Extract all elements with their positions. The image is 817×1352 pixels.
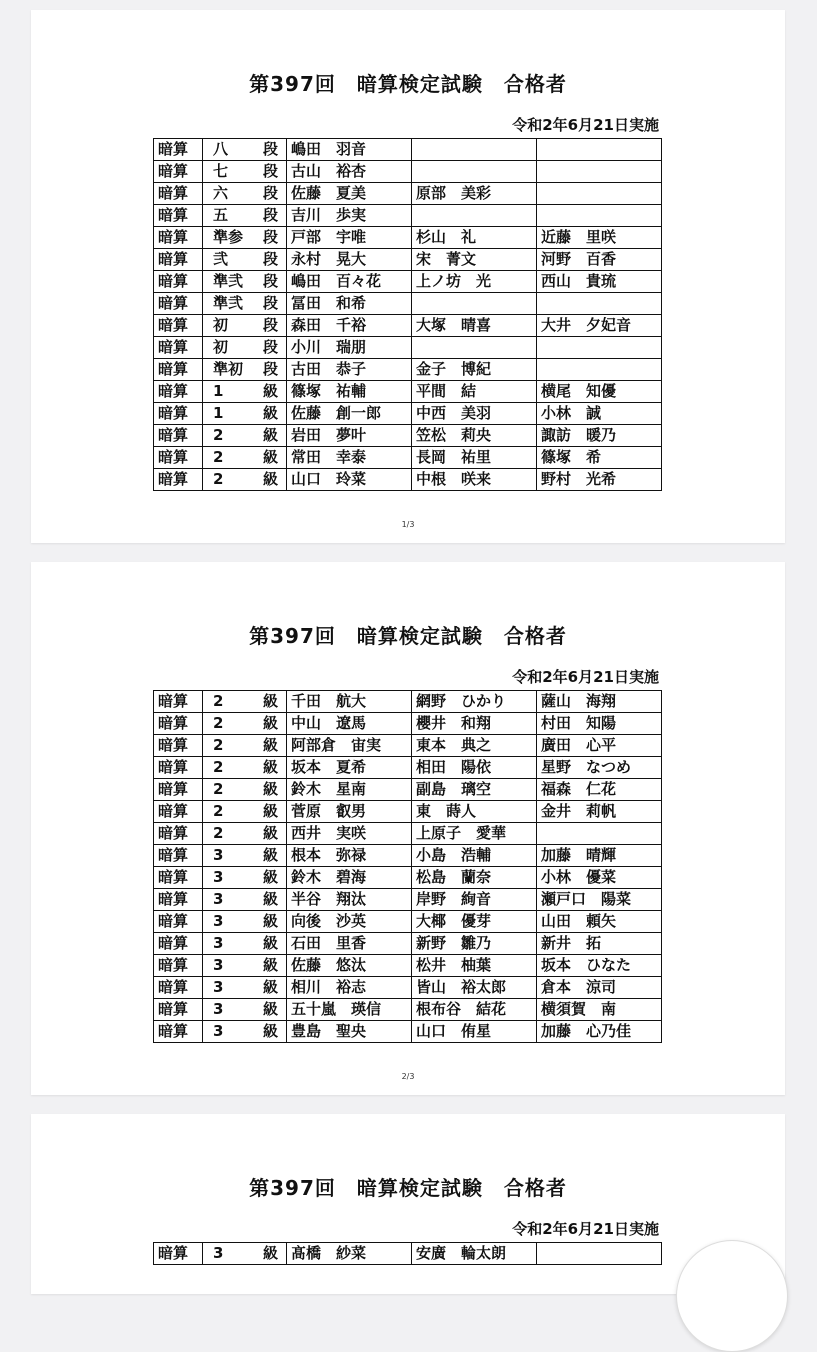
- grade-level: 2: [213, 780, 224, 798]
- grade-level: 2: [213, 802, 224, 820]
- table-row: [154, 713, 662, 735]
- subject-cell: 暗算: [154, 889, 203, 911]
- table-row: [154, 425, 662, 447]
- grade-level: 五: [213, 206, 229, 224]
- name-cell: 鈴木 碧海: [287, 867, 412, 889]
- name-cell: 新野 雛乃: [412, 933, 537, 955]
- document-page-3: [31, 1114, 785, 1294]
- table-row: [154, 447, 662, 469]
- table-row: [154, 139, 662, 161]
- subject-cell: 暗算: [154, 249, 203, 271]
- grade-level: 1: [213, 382, 224, 400]
- grade-unit: 段: [263, 228, 279, 246]
- grade-cell: [203, 911, 287, 933]
- subject-cell: 暗算: [154, 425, 203, 447]
- grade-unit: 段: [263, 206, 279, 224]
- grade-level: 準弐: [213, 272, 244, 290]
- grade-level: 初: [213, 316, 229, 334]
- grade-unit: 級: [263, 736, 279, 754]
- name-cell: 新井 拓: [537, 933, 662, 955]
- name-cell: 野村 光希: [537, 469, 662, 491]
- name-cell: 冨田 和希: [287, 293, 412, 315]
- grade-unit: 級: [263, 426, 279, 444]
- name-cell: [537, 139, 662, 161]
- grade-cell: [203, 757, 287, 779]
- name-cell: 根本 弥禄: [287, 845, 412, 867]
- subject-cell: 暗算: [154, 977, 203, 999]
- name-cell: [412, 205, 537, 227]
- name-cell: 西井 実咲: [287, 823, 412, 845]
- name-cell: [537, 1243, 662, 1265]
- name-cell: [537, 823, 662, 845]
- grade-level: 六: [213, 184, 229, 202]
- table-row: [154, 691, 662, 713]
- table-row: [154, 227, 662, 249]
- table-row: [154, 183, 662, 205]
- name-cell: 山口 玲菜: [287, 469, 412, 491]
- grade-cell: [203, 735, 287, 757]
- table-row: [154, 757, 662, 779]
- subject-cell: 暗算: [154, 867, 203, 889]
- name-cell: 岸野 絢音: [412, 889, 537, 911]
- name-cell: 中根 咲来: [412, 469, 537, 491]
- table-row: [154, 955, 662, 977]
- grade-cell: [203, 867, 287, 889]
- grade-unit: 級: [263, 802, 279, 820]
- results-table: [153, 690, 662, 1043]
- subject-cell: 暗算: [154, 403, 203, 425]
- grade-unit: 級: [263, 1000, 279, 1018]
- subject-cell: 暗算: [154, 911, 203, 933]
- grade-cell: [203, 139, 287, 161]
- subject-cell: 暗算: [154, 757, 203, 779]
- subject-cell: 暗算: [154, 227, 203, 249]
- name-cell: 常田 幸泰: [287, 447, 412, 469]
- table-row: [154, 293, 662, 315]
- name-cell: 坂本 ひなた: [537, 955, 662, 977]
- grade-unit: 級: [263, 868, 279, 886]
- grade-cell: [203, 381, 287, 403]
- name-cell: 松井 柚葉: [412, 955, 537, 977]
- grade-unit: 段: [263, 140, 279, 158]
- name-cell: 相川 裕志: [287, 977, 412, 999]
- grade-level: 3: [213, 890, 224, 908]
- table-row: [154, 801, 662, 823]
- grade-cell: [203, 889, 287, 911]
- exam-date: 令和2年6月21日実施: [512, 668, 659, 686]
- page-number: 2/3: [401, 1072, 415, 1081]
- grade-unit: 級: [263, 780, 279, 798]
- name-cell: 山口 侑星: [412, 1021, 537, 1043]
- name-cell: 金井 莉帆: [537, 801, 662, 823]
- subject-cell: 暗算: [154, 801, 203, 823]
- grade-level: 2: [213, 714, 224, 732]
- name-cell: 根布谷 結花: [412, 999, 537, 1021]
- grade-cell: [203, 227, 287, 249]
- name-cell: [537, 205, 662, 227]
- subject-cell: 暗算: [154, 337, 203, 359]
- grade-cell: [203, 845, 287, 867]
- name-cell: 横尾 知優: [537, 381, 662, 403]
- grade-cell: [203, 425, 287, 447]
- name-cell: 小林 誠: [537, 403, 662, 425]
- name-cell: 篠塚 祐輔: [287, 381, 412, 403]
- grade-level: 八: [213, 140, 229, 158]
- table-row: [154, 469, 662, 491]
- grade-level: 2: [213, 448, 224, 466]
- page-title: 第397回 暗算検定試験 合格者: [249, 72, 567, 96]
- grade-cell: [203, 469, 287, 491]
- grade-unit: 段: [263, 272, 279, 290]
- grade-level: 1: [213, 404, 224, 422]
- grade-unit: 段: [263, 294, 279, 312]
- name-cell: 髙橋 紗菜: [287, 1243, 412, 1265]
- grade-cell: [203, 999, 287, 1021]
- grade-unit: 級: [263, 382, 279, 400]
- table-row: [154, 999, 662, 1021]
- table-row: [154, 977, 662, 999]
- table-row: [154, 1021, 662, 1043]
- name-cell: [537, 293, 662, 315]
- grade-cell: [203, 337, 287, 359]
- name-cell: 大井 夕妃音: [537, 315, 662, 337]
- table-row: [154, 823, 662, 845]
- page-number: 1/3: [401, 520, 415, 529]
- grade-level: 2: [213, 426, 224, 444]
- subject-cell: 暗算: [154, 955, 203, 977]
- name-cell: [537, 161, 662, 183]
- table-row: [154, 1243, 662, 1265]
- grade-cell: [203, 691, 287, 713]
- name-cell: 加藤 心乃佳: [537, 1021, 662, 1043]
- grade-level: 2: [213, 758, 224, 776]
- name-cell: 副島 璃空: [412, 779, 537, 801]
- name-cell: 小島 浩輔: [412, 845, 537, 867]
- document-page-2: [31, 562, 785, 1095]
- subject-cell: 暗算: [154, 469, 203, 491]
- grade-level: 3: [213, 978, 224, 996]
- table-row: [154, 403, 662, 425]
- name-cell: [412, 161, 537, 183]
- subject-cell: 暗算: [154, 293, 203, 315]
- grade-level: 2: [213, 824, 224, 842]
- name-cell: 岩田 夢叶: [287, 425, 412, 447]
- subject-cell: 暗算: [154, 823, 203, 845]
- name-cell: 笠松 莉央: [412, 425, 537, 447]
- name-cell: 宋 菁文: [412, 249, 537, 271]
- subject-cell: 暗算: [154, 359, 203, 381]
- subject-cell: 暗算: [154, 205, 203, 227]
- results-table: [153, 138, 662, 491]
- subject-cell: 暗算: [154, 315, 203, 337]
- name-cell: 石田 里香: [287, 933, 412, 955]
- subject-cell: 暗算: [154, 735, 203, 757]
- table-row: [154, 889, 662, 911]
- grade-unit: 級: [263, 470, 279, 488]
- name-cell: 西山 貴琉: [537, 271, 662, 293]
- name-cell: 佐藤 創一郎: [287, 403, 412, 425]
- name-cell: 戸部 宇唯: [287, 227, 412, 249]
- grade-level: 弐: [213, 250, 229, 268]
- grade-unit: 級: [263, 714, 279, 732]
- table-row: [154, 911, 662, 933]
- table-row: [154, 359, 662, 381]
- grade-cell: [203, 183, 287, 205]
- grade-cell: [203, 1021, 287, 1043]
- grade-cell: [203, 1243, 287, 1265]
- name-cell: 向後 沙英: [287, 911, 412, 933]
- floating-action-button[interactable]: [676, 1240, 788, 1352]
- grade-unit: 級: [263, 846, 279, 864]
- name-cell: 坂本 夏希: [287, 757, 412, 779]
- name-cell: 櫻井 和翔: [412, 713, 537, 735]
- name-cell: 杉山 礼: [412, 227, 537, 249]
- grade-cell: [203, 447, 287, 469]
- subject-cell: 暗算: [154, 1243, 203, 1265]
- name-cell: 東本 典之: [412, 735, 537, 757]
- name-cell: 相田 陽依: [412, 757, 537, 779]
- grade-level: 準参: [213, 228, 244, 246]
- grade-cell: [203, 315, 287, 337]
- grade-level: 3: [213, 912, 224, 930]
- name-cell: 金子 博紀: [412, 359, 537, 381]
- grade-level: 準弐: [213, 294, 244, 312]
- subject-cell: 暗算: [154, 183, 203, 205]
- table-row: [154, 161, 662, 183]
- subject-cell: 暗算: [154, 933, 203, 955]
- name-cell: [412, 293, 537, 315]
- table-row: [154, 205, 662, 227]
- name-cell: 古山 裕杏: [287, 161, 412, 183]
- grade-unit: 級: [263, 890, 279, 908]
- table-row: [154, 933, 662, 955]
- grade-cell: [203, 801, 287, 823]
- subject-cell: 暗算: [154, 845, 203, 867]
- name-cell: 福森 仁花: [537, 779, 662, 801]
- name-cell: 小川 瑞朋: [287, 337, 412, 359]
- name-cell: 松島 蘭奈: [412, 867, 537, 889]
- name-cell: 佐藤 夏美: [287, 183, 412, 205]
- name-cell: 五十嵐 瑛信: [287, 999, 412, 1021]
- grade-level: 3: [213, 934, 224, 952]
- name-cell: [412, 337, 537, 359]
- name-cell: 横須賀 南: [537, 999, 662, 1021]
- subject-cell: 暗算: [154, 779, 203, 801]
- grade-level: 3: [213, 1000, 224, 1018]
- grade-cell: [203, 205, 287, 227]
- grade-unit: 級: [263, 758, 279, 776]
- name-cell: 星野 なつめ: [537, 757, 662, 779]
- grade-cell: [203, 955, 287, 977]
- table-row: [154, 271, 662, 293]
- grade-unit: 級: [263, 824, 279, 842]
- page-title: 第397回 暗算検定試験 合格者: [249, 624, 567, 648]
- name-cell: 大椰 優芽: [412, 911, 537, 933]
- grade-level: 2: [213, 736, 224, 754]
- name-cell: 吉川 歩実: [287, 205, 412, 227]
- name-cell: 中西 美羽: [412, 403, 537, 425]
- name-cell: 廣田 心平: [537, 735, 662, 757]
- name-cell: 阿部倉 宙実: [287, 735, 412, 757]
- subject-cell: 暗算: [154, 713, 203, 735]
- grade-cell: [203, 779, 287, 801]
- name-cell: 千田 航大: [287, 691, 412, 713]
- grade-level: 2: [213, 470, 224, 488]
- name-cell: 菅原 叡男: [287, 801, 412, 823]
- grade-unit: 級: [263, 1022, 279, 1040]
- grade-level: 3: [213, 956, 224, 974]
- exam-date: 令和2年6月21日実施: [512, 1220, 659, 1238]
- name-cell: 古田 恭子: [287, 359, 412, 381]
- grade-unit: 段: [263, 360, 279, 378]
- table-row: [154, 779, 662, 801]
- table-row: [154, 381, 662, 403]
- name-cell: 上ノ坊 光: [412, 271, 537, 293]
- table-row: [154, 735, 662, 757]
- name-cell: 倉本 涼司: [537, 977, 662, 999]
- name-cell: 中山 遼馬: [287, 713, 412, 735]
- subject-cell: 暗算: [154, 1021, 203, 1043]
- grade-unit: 級: [263, 912, 279, 930]
- name-cell: 山田 頼矢: [537, 911, 662, 933]
- name-cell: 瀬戸口 陽菜: [537, 889, 662, 911]
- name-cell: 嶋田 羽音: [287, 139, 412, 161]
- name-cell: 嶋田 百々花: [287, 271, 412, 293]
- grade-level: 2: [213, 692, 224, 710]
- grade-level: 3: [213, 1022, 224, 1040]
- name-cell: 加藤 晴輝: [537, 845, 662, 867]
- grade-unit: 段: [263, 162, 279, 180]
- name-cell: 村田 知陽: [537, 713, 662, 735]
- name-cell: 小林 優菜: [537, 867, 662, 889]
- name-cell: 豊島 聖央: [287, 1021, 412, 1043]
- grade-level: 初: [213, 338, 229, 356]
- grade-unit: 段: [263, 184, 279, 202]
- name-cell: 網野 ひかり: [412, 691, 537, 713]
- table-row: [154, 845, 662, 867]
- grade-cell: [203, 823, 287, 845]
- name-cell: [537, 359, 662, 381]
- name-cell: 鈴木 星南: [287, 779, 412, 801]
- document-page-1: [31, 10, 785, 543]
- grade-cell: [203, 359, 287, 381]
- grade-cell: [203, 161, 287, 183]
- name-cell: 原部 美彩: [412, 183, 537, 205]
- subject-cell: 暗算: [154, 447, 203, 469]
- grade-unit: 級: [263, 956, 279, 974]
- grade-unit: 級: [263, 448, 279, 466]
- grade-level: 3: [213, 1244, 224, 1262]
- grade-unit: 級: [263, 1244, 279, 1262]
- table-row: [154, 867, 662, 889]
- name-cell: 永村 晃大: [287, 249, 412, 271]
- table-row: [154, 337, 662, 359]
- grade-cell: [203, 933, 287, 955]
- name-cell: 半谷 翔汰: [287, 889, 412, 911]
- name-cell: 諏訪 暖乃: [537, 425, 662, 447]
- subject-cell: 暗算: [154, 161, 203, 183]
- grade-unit: 級: [263, 404, 279, 422]
- grade-cell: [203, 271, 287, 293]
- name-cell: 篠塚 希: [537, 447, 662, 469]
- name-cell: 東 蒔人: [412, 801, 537, 823]
- name-cell: [537, 337, 662, 359]
- grade-cell: [203, 249, 287, 271]
- name-cell: 上原子 愛華: [412, 823, 537, 845]
- table-row: [154, 315, 662, 337]
- name-cell: 長岡 祐里: [412, 447, 537, 469]
- grade-unit: 段: [263, 316, 279, 334]
- subject-cell: 暗算: [154, 381, 203, 403]
- grade-unit: 級: [263, 934, 279, 952]
- name-cell: 近藤 里咲: [537, 227, 662, 249]
- subject-cell: 暗算: [154, 999, 203, 1021]
- subject-cell: 暗算: [154, 139, 203, 161]
- name-cell: 安廣 輪太朗: [412, 1243, 537, 1265]
- name-cell: 大塚 晴喜: [412, 315, 537, 337]
- grade-level: 七: [213, 162, 229, 180]
- name-cell: 河野 百香: [537, 249, 662, 271]
- results-table: [153, 1242, 662, 1265]
- grade-unit: 級: [263, 978, 279, 996]
- grade-level: 3: [213, 868, 224, 886]
- exam-date: 令和2年6月21日実施: [512, 116, 659, 134]
- subject-cell: 暗算: [154, 691, 203, 713]
- grade-unit: 段: [263, 250, 279, 268]
- grade-level: 準初: [213, 360, 244, 378]
- grade-cell: [203, 403, 287, 425]
- name-cell: [537, 183, 662, 205]
- name-cell: 薩山 海翔: [537, 691, 662, 713]
- page-title: 第397回 暗算検定試験 合格者: [249, 1176, 567, 1200]
- table-row: [154, 249, 662, 271]
- name-cell: [412, 139, 537, 161]
- grade-cell: [203, 293, 287, 315]
- grade-level: 3: [213, 846, 224, 864]
- name-cell: 平間 結: [412, 381, 537, 403]
- grade-unit: 級: [263, 692, 279, 710]
- grade-cell: [203, 977, 287, 999]
- subject-cell: 暗算: [154, 271, 203, 293]
- name-cell: 森田 千裕: [287, 315, 412, 337]
- grade-unit: 段: [263, 338, 279, 356]
- name-cell: 皆山 裕太郎: [412, 977, 537, 999]
- name-cell: 佐藤 悠汰: [287, 955, 412, 977]
- grade-cell: [203, 713, 287, 735]
